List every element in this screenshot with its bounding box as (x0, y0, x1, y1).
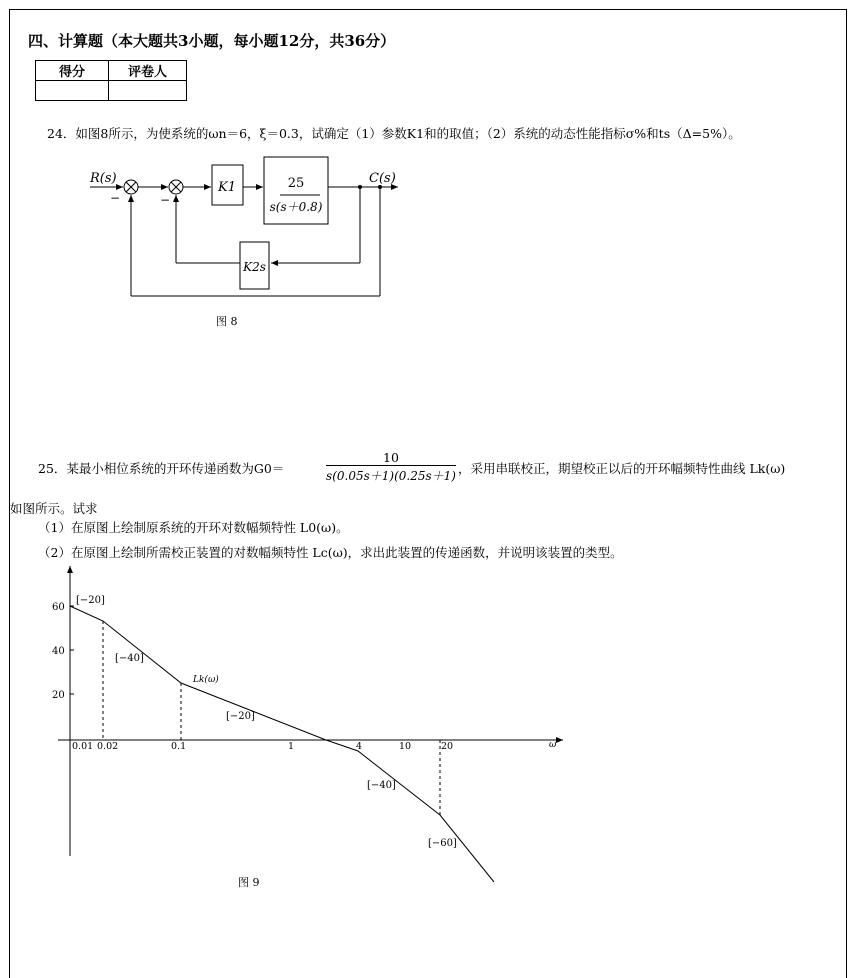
input-label: R(s) (90, 171, 117, 186)
score-header: 得分 (36, 61, 109, 81)
q25-item1: （1）在原图上绘制原系统的开环对数幅频特性 L0(ω)。 (38, 520, 349, 535)
curve-label: Lk(ω) (193, 675, 219, 685)
x-tick-label: 1 (288, 741, 295, 752)
x-tick-label: 0.01 (72, 741, 94, 752)
slope-label: [−20] (76, 595, 105, 606)
q25-item2: （2）在原图上绘制所需校正装置的对数幅频特性 Lc(ω)，求出此装置的传递函数，并说明该装置的类型。 (38, 545, 623, 560)
y-tick-label: 60 (52, 602, 65, 613)
slope-label: [−20] (226, 711, 255, 722)
x-axis-label: ω (549, 740, 557, 750)
y-tick-label: 40 (52, 646, 65, 657)
slope-label: [−40] (367, 780, 396, 791)
tf-numerator: 10 (383, 450, 399, 465)
slope-label: [−60] (428, 838, 457, 849)
plant-numerator: 25 (287, 176, 305, 191)
q25-text-pre: 25．某最小相位系统的开环传递函数为G0＝ (38, 461, 285, 476)
x-tick-label: 4 (356, 741, 363, 752)
q25-line2: 如图所示。试求 (10, 501, 98, 516)
q24-text: 24．如图8所示，为使系统的ωn＝6，ξ＝0.3，试确定（1）参数K1和的取值；（2）系统的动态性能指标σ%和ts（Δ=5%）。 (47, 126, 741, 141)
k1-label: K1 (218, 180, 236, 195)
minus-sign-1: − (110, 191, 121, 205)
x-tick-label: 20 (441, 741, 454, 752)
output-label: C(s) (369, 171, 396, 186)
section-title: 四、计算题（本大题共3小题，每小题12分，共36分） (28, 32, 396, 50)
grader-header: 评卷人 (109, 61, 187, 81)
q25-text-post: ，采用串联校正，期望校正以后的开环幅频特性曲线 Lk(ω) (458, 461, 786, 476)
x-tick-label: 0.02 (97, 741, 119, 752)
minus-sign-2: − (160, 193, 171, 207)
x-tick-label: 10 (399, 741, 412, 752)
k2s-label: K2s (243, 260, 266, 274)
figure-8-caption: 图 8 (216, 315, 238, 328)
figure-9-caption: 图 9 (238, 876, 260, 889)
y-tick-label: 20 (52, 690, 65, 701)
slope-label: [−40] (115, 653, 144, 664)
tf-denominator: s(0.05s＋1)(0.25s＋1) (326, 465, 456, 484)
plant-denominator: s(s＋0.8) (269, 200, 323, 214)
x-tick-label: 0.1 (171, 741, 187, 752)
